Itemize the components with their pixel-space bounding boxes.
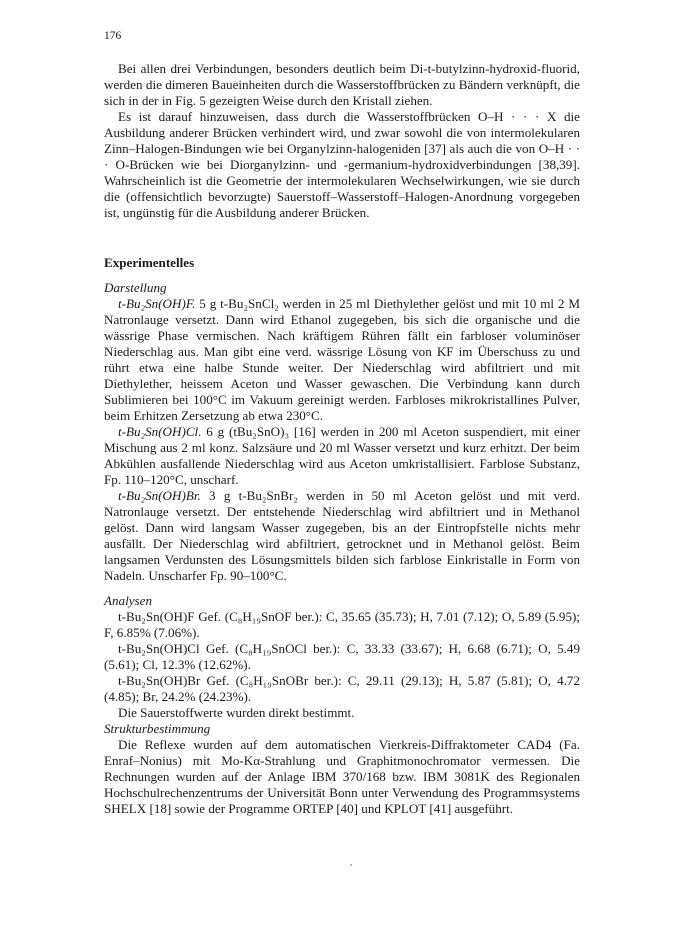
experimental-section <box>104 255 580 584</box>
compound-name-fluoride: t-Bu₂Sn(OH)F. <box>118 296 196 311</box>
analysis-note: Die Sauerstoffwerte wurden direkt bestimmt. <box>118 705 355 720</box>
discussion-section <box>104 61 580 221</box>
darstellung-heading: Darstellung <box>104 280 167 295</box>
paragraph-bridges: Es ist darauf hinzuweisen, dass durch die Wasserstoffbrücken O–H · · · X die Ausbildung anderer Brücken verhindert wird, und zwar sowohl die von intermolekularen Zinn–Halogen-Bindungen wie bei Organylzinn-halogeniden [37] als auch die von O–H · · · O-Brücken wie bei Diorganylzinn- und -germanium-hydroxidverbindungen [38,39]. Wahrscheinlich ist die Geometrie der intermolekularen Wechselwirkungen, wie sie durch die (offensichtlich bevorzugte) Sauerstoff–Wasserstoff–Halogen-Anordnung vorgegeben ist, ungünstig für die Ausbildung anderer Brücken. <box>104 109 580 220</box>
prep-chloride-text: 6 g (tBu₂SnO)₃ [16] werden in 200 ml Aceton suspendiert, mit einer Mischung aus 2 ml konz. Salzsäure und 20 ml Wasser versetzt und kurz erhitzt. Der beim Abkühlen ausfallende Niederschlag wird aus Aceton umkristallisiert. Farblose Substanz, Fp. 110–120°C, unscharf. <box>104 424 580 487</box>
struktur-heading: Strukturbestimmung <box>104 721 211 736</box>
analysen-heading: Analysen <box>104 593 152 608</box>
struktur-paragraph: Die Reflexe wurden auf dem automatischen Vierkreis-Diffraktometer CAD4 (Fa. Enraf–Nonius) mit Mo-Kα-Strahlung und Graphitmonochromator vermessen. Die Rechnungen wurden auf der Anlage IBM 370/168 bzw. IBM 3081K des Regionalen Hochschulrechenzentrums der Universität Bonn unter Verwendung des Programmsystems SHELX [18] sowie der Programme ORTEP [40] und KPLOT [41] ausgeführt. <box>104 737 580 816</box>
prep-chloride <box>104 424 580 488</box>
analysis-chloride: t-Bu₂Sn(OH)Cl Gef. (C₈H₁₉SnOCl ber.): C, 33.33 (33.67); H, 6.68 (6.71); O, 5.49 (5.61); Cl, 12.3% (12.62%). <box>104 641 580 672</box>
analysis-fluoride: t-Bu₂Sn(OH)F Gef. (C₈H₁₉SnOF ber.): C, 35.65 (35.73); H, 7.01 (7.12); O, 5.89 (5.95); F, 6.85% (7.06%). <box>104 609 580 640</box>
prep-bromide <box>104 488 580 584</box>
experimental-heading: Experimentelles <box>104 255 195 270</box>
prep-fluoride <box>104 296 580 424</box>
scan-speck <box>350 864 352 866</box>
page-number: 176 <box>104 30 122 42</box>
structure-section <box>104 721 580 817</box>
paragraph-hydrogen-bonds: Bei allen drei Verbindungen, besonders deutlich beim Di-t-butylzinn-hydroxid-fluorid, werden die dimeren Baueinheiten durch die Wasserstoffbrücken zu Bändern verknüpft, die sich in der in Fig. 5 gezeigten Weise durch den Kristall ziehen. <box>104 61 580 108</box>
compound-name-chloride: t-Bu₂Sn(OH)Cl. <box>118 424 202 439</box>
analysen-section <box>104 593 580 721</box>
compound-name-bromide: t-Bu₂Sn(OH)Br. <box>118 488 201 503</box>
prep-bromide-text: 3 g t-Bu₂SnBr₂ werden in 50 ml Aceton gelöst und mit verd. Natronlauge versetzt. Der entstehende Niederschlag wird abfiltriert und in Methanol gelöst. Dann wird langsam Wasser zugegeben, bis an der Eintropfstelle nichts mehr ausfällt. Der Niederschlag wird abfiltriert, getrocknet und in Methanol gelöst. Beim langsamen Verdunsten des Lösungsmittels bilden sich farblose Einkristalle in Form von Nadeln. Unscharfer Fp. 90–100°C. <box>104 488 580 583</box>
analysis-bromide: t-Bu₂Sn(OH)Br Gef. (C₈H₁₉SnOBr ber.): C, 29.11 (29.13); H, 5.87 (5.81); O, 4.72 (4.85); Br, 24.2% (24.23%). <box>104 673 580 704</box>
prep-fluoride-text: 5 g t-Bu₂SnCl₂ werden in 25 ml Diethylether gelöst und mit 10 ml 2 M Natronlauge versetzt. Dann wird Ethanol zugegeben, bis sich die organische und die wässrige Phase vermischen. Nach kräftigem Rühren fällt ein farbloser voluminöser Niederschlag aus. Man gibt eine verd. wässrige Lösung von KF im Überschuss zu und rührt etwa eine halbe Stunde weiter. Der Niederschlag wird abfiltriert und mit Diethylether, heissem Aceton und Wasser gewaschen. Die Verbindung kann durch Sublimieren bei 100°C im Vakuum gereinigt werden. Farbloses mikrokristallines Pulver, beim Erhitzen Zersetzung ab etwa 230°C. <box>104 296 580 423</box>
